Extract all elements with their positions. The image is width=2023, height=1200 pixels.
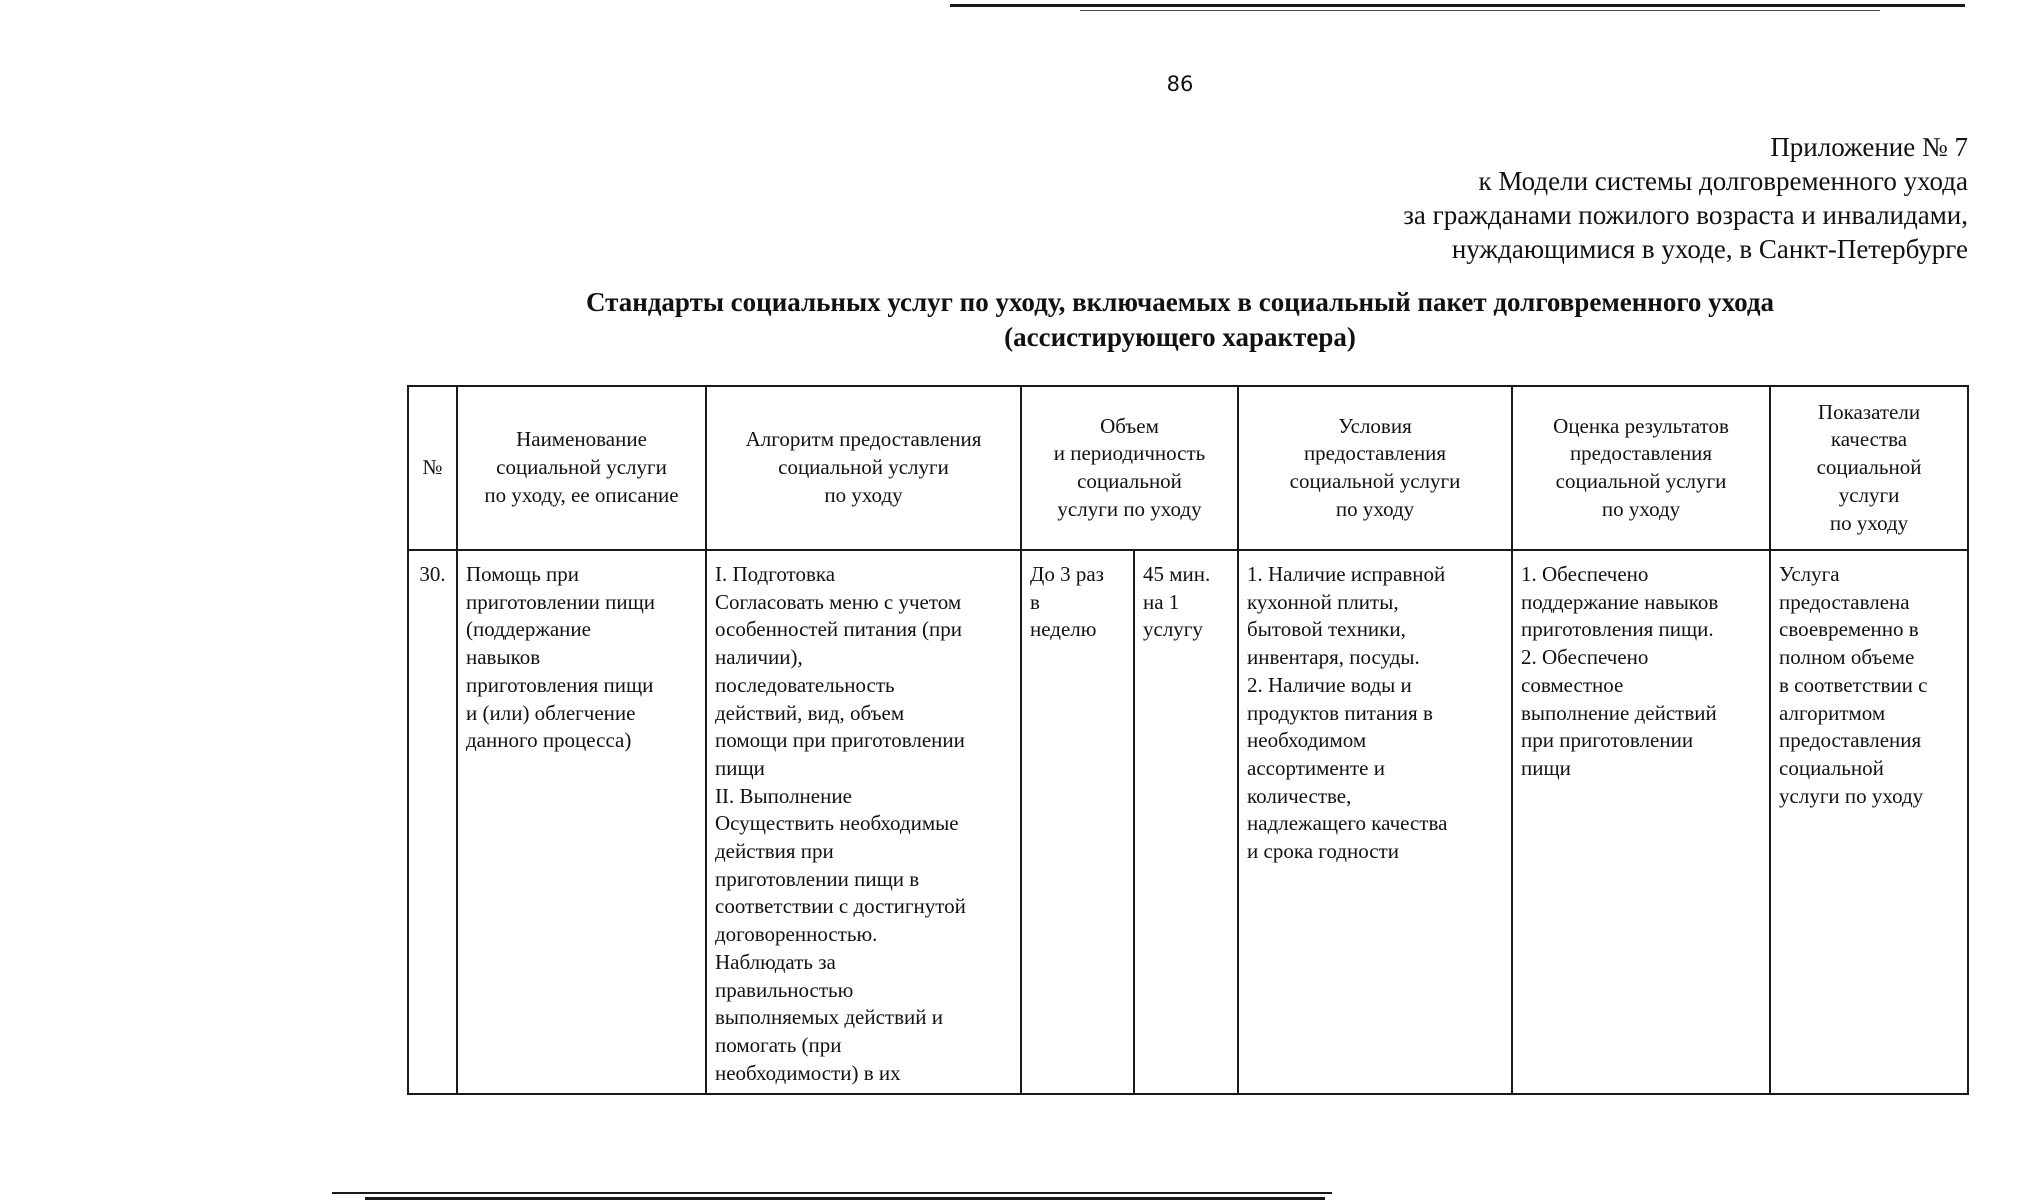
table-row: [408, 550, 1968, 1094]
header-algorithm: Алгоритм предоставления социальной услуги по уходу: [706, 386, 1021, 550]
standards-table: [407, 385, 1969, 1095]
row-algorithm: I. Подготовка Согласовать меню с учетом особенностей питания (при наличии), последовательность действий, вид, объем помощи при приготовлении пищи II. Выполнение Осуществить необходимые действия при приготовлении пищи в соответствии с достигнутой договоренностью. Наблюдать за правильностью выполняемых действий и помогать (при необходимости) в их: [706, 550, 1021, 1094]
document-title-line-2: (ассистирующего характера): [1004, 322, 1356, 352]
row-conditions: 1. Наличие исправной кухонной плиты, бытовой техники, инвентаря, посуды. 2. Наличие воды и продуктов питания в необходимом ассортименте и количестве, надлежащего качества и срока годности: [1238, 550, 1512, 1094]
header-evaluation: Оценка результатов предоставления социальной услуги по уходу: [1512, 386, 1770, 550]
row-service-name: Помощь при приготовлении пищи (поддержание навыков приготовления пищи и (или) облегчение данного процесса): [457, 550, 706, 1094]
document-title-line-1: Стандарты социальных услуг по уходу, включаемых в социальный пакет долговременного ухода: [585, 287, 1775, 317]
header-volume-frequency: Объем и периодичность социальной услуги по уходу: [1021, 386, 1238, 550]
row-evaluation: 1. Обеспечено поддержание навыков приготовления пищи. 2. Обеспечено совместное выполнение действий при приготовлении пищи: [1512, 550, 1770, 1094]
header-quality-indicators: Показатели качества социальной услуги по уходу: [1770, 386, 1968, 550]
page-number: 86: [1166, 72, 1194, 96]
header-number: №: [408, 386, 457, 550]
appendix-line-3: за гражданами пожилого возраста и инвалидами,: [1403, 200, 1968, 230]
appendix-reference: [1403, 130, 1968, 266]
scan-edge-line-top: [950, 4, 1965, 7]
row-number: 30.: [408, 550, 457, 1094]
appendix-line-4: нуждающимися в уходе, в Санкт-Петербурге: [1451, 234, 1968, 264]
header-service-name: Наименование социальной услуги по уходу, ее описание: [457, 386, 706, 550]
appendix-line-2: к Модели системы долговременного ухода: [1478, 166, 1968, 196]
table-header-row: [408, 386, 1968, 550]
scan-edge-line-top-thin: [1080, 10, 1880, 11]
row-duration: 45 мин. на 1 услугу: [1134, 550, 1238, 1094]
scan-edge-line-bottom: [332, 1192, 1332, 1194]
header-conditions: Условия предоставления социальной услуги по уходу: [1238, 386, 1512, 550]
document-title: [400, 285, 1960, 355]
row-quality-indicators: Услуга предоставлена своевременно в полном объеме в соответствии с алгоритмом предоставления социальной услуги по уходу: [1770, 550, 1968, 1094]
row-frequency: До 3 раз в неделю: [1021, 550, 1134, 1094]
appendix-line-1: Приложение № 7: [1770, 132, 1968, 162]
